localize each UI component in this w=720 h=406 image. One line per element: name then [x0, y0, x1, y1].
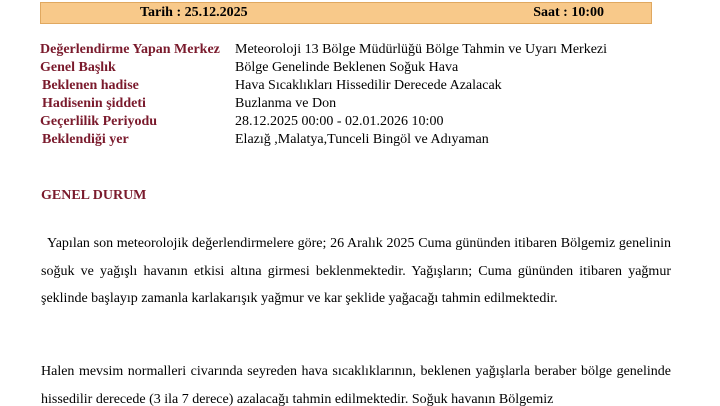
info-row-event [40, 78, 680, 96]
info-row-center [40, 42, 680, 60]
section-title: GENEL DURUM [41, 188, 147, 203]
info-value: Hava Sıcaklıkları Hissedilir Derecede Azalacak [235, 78, 502, 93]
info-row-validity [40, 114, 680, 132]
info-value: Elazığ ,Malatya,Tunceli Bingöl ve Adıyaman [235, 132, 489, 147]
info-label: Genel Başlık [40, 60, 116, 75]
info-label: Değerlendirme Yapan Merkez [40, 42, 220, 57]
paragraph-temperature: Halen mevsim normalleri civarında seyreden hava sıcaklıklarının, beklenen yağışlarla beraber bölge genelinde hissedilir derecede (3 ila 7 derece) azalacağı tahmin edilmektedir. Soğuk havanın Bölgemiz [41, 364, 671, 406]
info-value: Buzlanma ve Don [235, 96, 337, 111]
header-bar [40, 2, 652, 24]
report-date: Tarih : 25.12.2025 [140, 5, 248, 20]
paragraph-general-situation: Yapılan son meteorolojik değerlendirmelere göre; 26 Aralık 2025 Cuma gününden itibaren Bölgemiz genelinin soğuk ve yağışlı havanın etkisi altına girmesi beklenmektedir. Yağışların; Cuma gününden itibaren yağmur şeklinde başlayıp zamanla karlakarışık yağmur ve kar şeklide yağacağı tahmin edilmektedir. [41, 236, 671, 306]
info-label: Geçerlilik Periyodu [40, 114, 158, 129]
info-label: Hadisenin şiddeti [42, 96, 146, 111]
info-row-location [40, 132, 680, 150]
report-time: Saat : 10:00 [533, 5, 604, 20]
info-label: Beklenen hadise [42, 78, 139, 93]
info-value: 28.12.2025 00:00 - 02.01.2026 10:00 [235, 114, 444, 129]
info-table [40, 42, 680, 150]
info-row-severity [40, 96, 680, 114]
info-value: Meteoroloji 13 Bölge Müdürlüğü Bölge Tahmin ve Uyarı Merkezi [235, 42, 608, 57]
info-row-title [40, 60, 680, 78]
info-value: Bölge Genelinde Beklenen Soğuk Hava [235, 60, 459, 75]
info-label: Beklendiği yer [42, 132, 129, 147]
